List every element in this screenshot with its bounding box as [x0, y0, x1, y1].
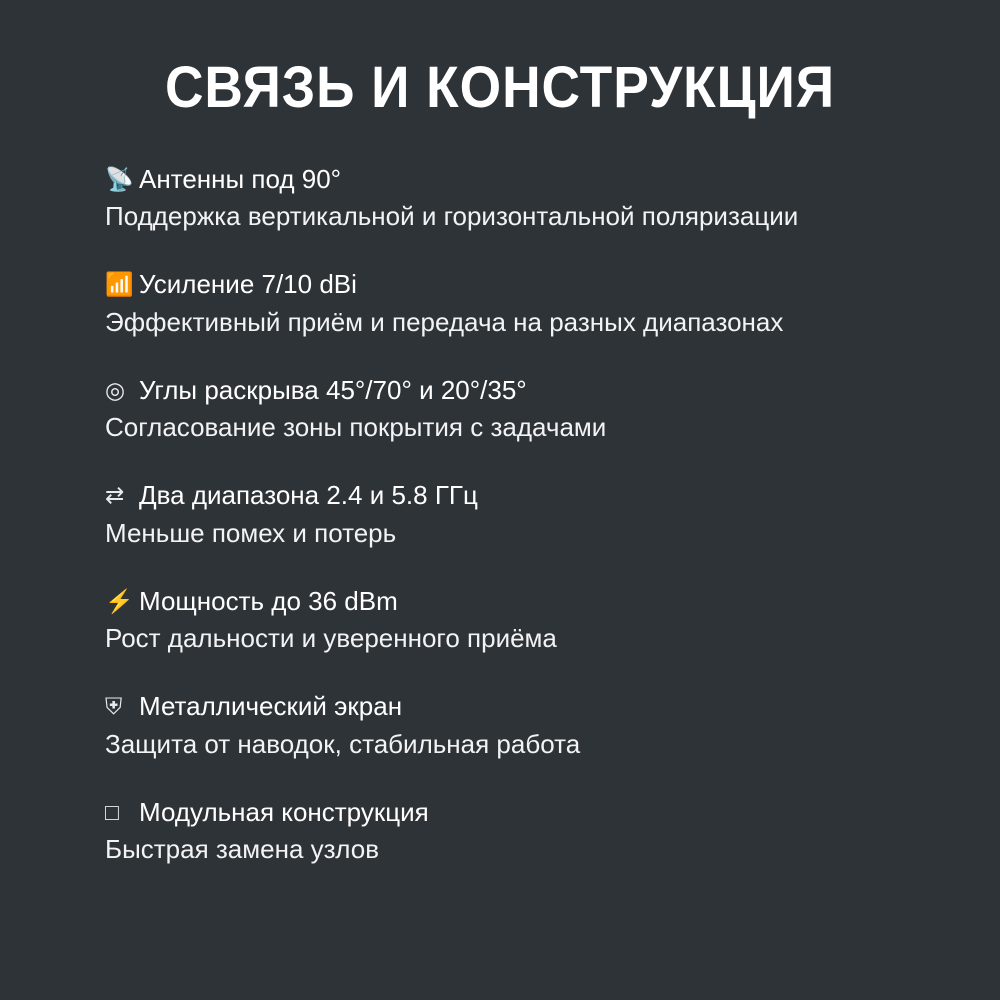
feature-heading: Металлический экран [139, 691, 403, 722]
feature-list [0, 165, 1000, 865]
feature-heading-row [105, 165, 940, 194]
lightning-bolt-icon: ⚡ [105, 587, 134, 614]
page-title: СВЯЗЬ И КОНСТРУКЦИЯ [164, 55, 836, 120]
list-item [105, 165, 940, 232]
list-item [105, 270, 940, 337]
dual-arrows-icon: ⇄ [105, 482, 125, 509]
feature-heading: Углы раскрыва 45°/70° и 20°/35° [139, 374, 527, 405]
feature-description: Быстрая замена узлов [105, 834, 380, 865]
list-item [105, 798, 940, 865]
feature-heading-row [105, 692, 940, 721]
list-item [105, 376, 940, 443]
shield-icon: ⛨ [105, 693, 123, 720]
feature-heading: Два диапазона 2.4 и 5.8 ГГц [139, 480, 478, 511]
feature-description: Защита от наводок, стабильная работа [105, 728, 581, 759]
list-item [105, 481, 940, 548]
feature-heading: Усиление 7/10 dBi [139, 269, 357, 300]
feature-heading-row [105, 481, 940, 510]
module-block-icon: □ [105, 798, 119, 825]
feature-heading-row [105, 798, 940, 827]
feature-heading-row [105, 270, 940, 299]
feature-heading: Антенны под 90° [139, 163, 342, 194]
feature-heading-row [105, 587, 940, 616]
feature-description: Поддержка вертикальной и горизонтальной поляризации [105, 201, 799, 232]
list-item [105, 692, 940, 759]
signal-bars-icon: 📶 [105, 271, 134, 298]
list-item [105, 587, 940, 654]
feature-description: Рост дальности и уверенного приёма [105, 623, 557, 654]
feature-heading-row [105, 376, 940, 405]
feature-heading: Модульная конструкция [139, 796, 429, 827]
satellite-dish-icon: 📡 [105, 165, 134, 192]
feature-heading: Мощность до 36 dBm [139, 585, 398, 616]
target-angle-icon: ◎ [105, 376, 126, 403]
feature-description: Меньше помех и потерь [105, 517, 397, 548]
feature-description: Согласование зоны покрытия с задачами [105, 412, 607, 443]
feature-description: Эффективный приём и передача на разных диапазонах [105, 306, 784, 337]
